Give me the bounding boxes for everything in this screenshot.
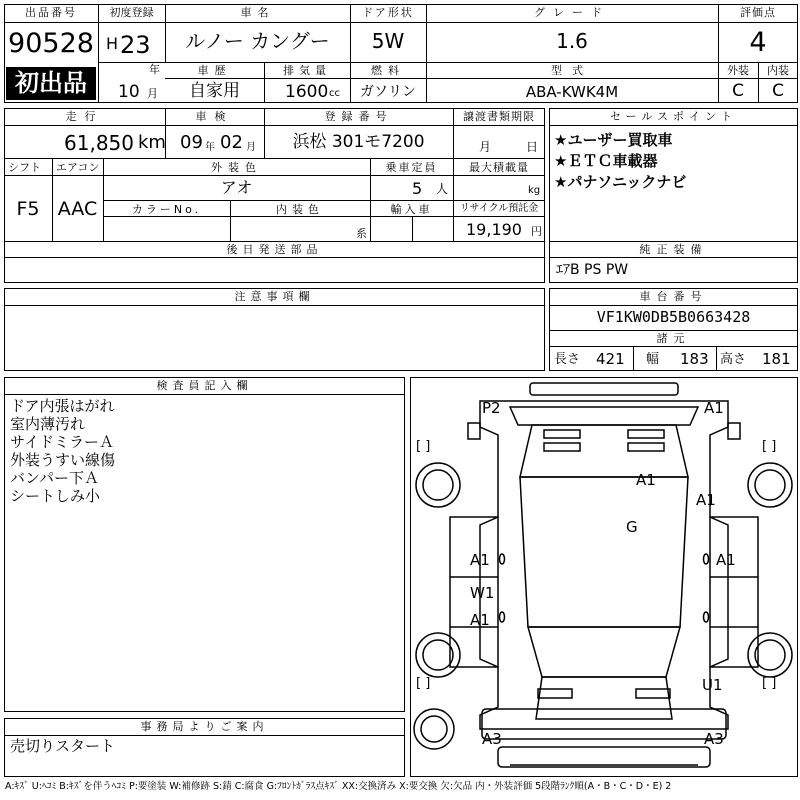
divider [4,175,545,176]
divider [4,241,545,242]
lot-number-label: 出品番号 [25,6,77,19]
sales-points-label: セールスポイント [609,110,737,123]
damage-mark: A1 [704,399,724,417]
registration-year: 23 [120,31,151,59]
model-code: ABA-KWK4M [525,83,619,101]
divider [4,394,405,395]
divider [549,346,798,347]
chassis-number: VF1KW0DB5B0663428 [596,308,751,326]
displacement: 1600 [285,82,329,102]
car-name-label: 車名 [240,6,275,19]
inspector-note: サイドミラーＡ [10,433,114,451]
displacement-unit: cc [329,88,340,99]
divider [4,158,545,159]
specs-label: 諸元 [656,332,691,345]
recycle-fee: 19,190 [466,220,522,239]
divider [103,200,545,201]
exterior-label: 外装 [727,64,749,77]
bracket-label: [ ] [416,676,431,691]
plate-label: 登録番号 [324,110,393,123]
damage-mark: A3 [482,730,502,748]
capacity-label: 乗車定員 [385,161,438,174]
first-listing-badge: 初出品 [6,67,96,100]
lot-number: 90528 [8,28,94,59]
ac: AAC [57,198,98,220]
damage-mark: A1 [470,551,490,569]
month-unit: 月 [147,87,158,100]
damage-mark: A3 [704,730,724,748]
registration-month: 10 [118,82,140,102]
divider [4,125,545,126]
inspection-year-unit: 年 [205,142,215,153]
width-label: 幅 [646,352,660,367]
first-registration-label: 初度登録 [109,6,154,19]
inspector-note: シートしみ小 [10,487,101,505]
rear-window-outline [528,627,680,677]
inspection-label: 車検 [195,110,234,123]
equipment-value: ｴｱB PS PW [556,262,629,278]
door-type: 5W [371,29,405,53]
divider [103,216,545,217]
interior-color-label: 内装色 [276,203,324,216]
import-label: 輸入車 [390,203,433,216]
divider [718,22,798,23]
damage-mark: A1 [696,491,716,509]
divider [4,257,545,258]
exterior-grade: C [732,81,744,101]
spare-wheel [414,709,454,749]
inspector-label: 検査員記入欄 [156,379,253,392]
history-label: 車歴 [197,64,232,77]
shift-label: シフト [8,161,41,174]
damage-diagram [410,377,798,777]
damage-mark: G [626,518,638,536]
shipping-parts-label: 後日発送部品 [226,243,323,256]
divider [4,305,545,306]
roof-outline [520,477,688,627]
inspector-note: バンパー下Ａ [10,469,99,487]
inspection-year: 09 [180,132,203,153]
mileage-label: 走行 [65,110,104,123]
recycle-label: リサイクル預託金 [459,203,539,214]
score: 4 [749,27,767,58]
grade-label: グレード [534,6,610,19]
rear-bumper-outline [482,709,726,739]
divider [549,330,798,331]
bracket-label: [ ] [762,676,777,691]
divider [549,241,798,242]
divider [165,78,718,79]
grade: 1.6 [556,29,588,53]
max-load-unit: kg [528,185,541,196]
divider [633,346,634,371]
legend: A:ｷｽﾞ U:ﾍｺﾐ B:ｷｽﾞを伴うﾍｺﾐ P:要塗装 W:補修跡 S:錆 C:腐食 G:ﾌﾛﾝﾄｶﾞﾗｽ点ｷｽﾞ XX:交換済み X:要交換 欠:欠品 内・外装評価 5段階ﾗﾝｸ順(A・B・C・D・E) 2 [5,781,672,792]
recycle-unit: 円 [531,225,542,238]
bracket-label: [ ] [416,439,431,454]
height-label: 高さ [720,352,747,367]
inspection-month-unit: 月 [246,142,256,153]
divider [4,735,405,736]
inspector-note: 室内薄汚れ [10,415,86,433]
divider [98,62,718,63]
transfer-deadline-label: 譲渡書類期限 [463,110,535,123]
divider [549,257,798,258]
max-load-label: 最大積載量 [469,161,529,174]
exterior-color-label: 外装色 [211,161,262,174]
transfer-day-unit: 日 [526,140,539,154]
interior-grade: C [772,81,784,101]
length-value: 421 [596,350,625,368]
exterior-color: アオ [220,178,253,197]
model-code-label: 型式 [551,64,593,77]
score-label: 評価点 [740,6,776,19]
equipment-label: 純正装備 [639,243,708,256]
body-outline [480,401,728,729]
capacity: 5 [412,179,423,198]
fuel: ガソリン [360,84,416,100]
damage-mark: W1 [470,584,495,602]
sales-point-item: ★ユーザー買取車 [554,131,673,149]
era-prefix: H [106,34,119,53]
office-message: 売切りスタート [10,737,116,755]
fuel-label: 燃料 [371,64,405,77]
chassis-label: 車台番号 [639,290,708,303]
door-type-label: ドア形状 [362,6,414,19]
divider [98,4,99,103]
shift: F5 [16,198,40,220]
height-value: 181 [762,350,791,368]
sales-point-item: ★ＥＴＣ車載器 [554,152,658,170]
office-label: 事務局よりご案内 [140,720,269,733]
inspector-note: ドア内張はがれ [10,397,115,415]
interior-label: 内装 [767,64,789,77]
color-number-label: カラーNo. [131,203,202,216]
capacity-unit: 人 [436,182,449,196]
inspection-month: 02 [220,132,243,153]
inspector-note: 外装うすい線傷 [10,451,116,469]
divider [549,305,798,306]
damage-mark: A1 [470,611,490,629]
car-name: ルノー カングー [185,29,330,53]
mileage: 61,850 [64,131,134,155]
damage-mark: A1 [716,551,736,569]
bracket-label: [ ] [762,439,777,454]
transfer-month-unit: 月 [479,140,492,154]
divider [549,125,798,126]
plate-number: 浜松 301モ7200 [292,132,425,152]
front-bumper-outline [530,383,678,395]
sales-point-item: ★パナソニックナビ [554,173,687,191]
width-value: 183 [680,350,709,368]
interior-color-unit: 系 [356,227,367,240]
divider [98,22,718,23]
year-unit: 年 [149,63,160,76]
mileage-unit: km [138,132,166,153]
displacement-label: 排気量 [283,64,331,77]
divider [716,346,717,371]
ac-label: エアコン [56,161,100,174]
damage-mark: P2 [482,399,501,417]
hood-outline [510,407,698,425]
divider [412,216,413,241]
damage-mark: U1 [702,676,723,694]
length-label: 長さ [554,352,581,367]
notes-label: 注意事項欄 [234,290,315,303]
divider [4,22,98,23]
damage-mark: A1 [636,471,656,489]
history: 自家用 [189,81,240,101]
